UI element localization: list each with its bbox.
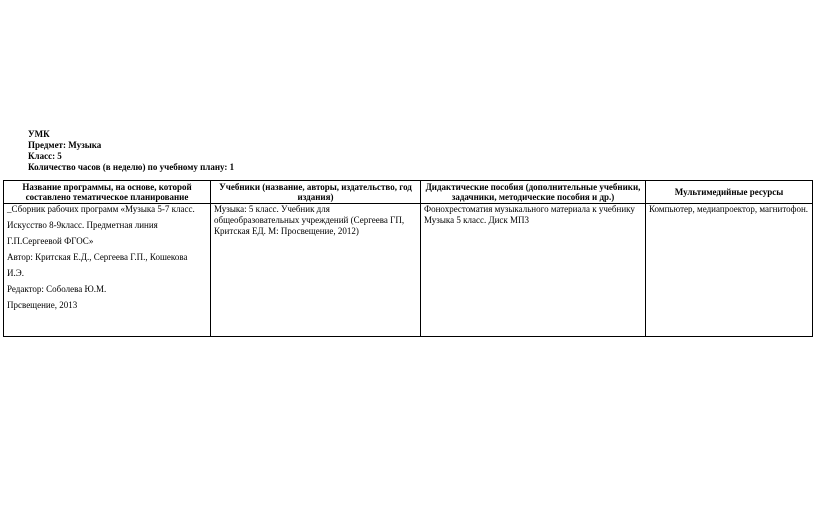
table-row [4, 204, 813, 337]
umk-title: УМК [28, 129, 50, 139]
program-line: И.Э. [7, 268, 24, 278]
umk-header [28, 129, 234, 173]
program-line: Прсвещение, 2013 [7, 300, 78, 310]
cell-didactic: Фонохрестоматия музыкального материала к учебнику Музыка 5 класс. Диск МП3 [421, 204, 646, 337]
hours-line: Количество часов (в неделю) по учебному плану: 1 [28, 162, 235, 172]
header-didactic: Дидактические пособия (дополнительные учебники, задачники, методические пособия и др.) [421, 181, 646, 204]
header-textbooks: Учебники (название, авторы, издательство, год издания) [211, 181, 421, 204]
cell-textbooks: Музыка: 5 класс. Учебник для общеобразовательных учреждений (Сергеева ГП, Критская ЕД. М: Просвещение, 2012) [211, 204, 421, 337]
program-line: Редактор: Соболева Ю.М. [7, 284, 107, 294]
cell-multimedia: Компьютер, медиапроектор, магнитофон. [646, 204, 813, 337]
program-line: Автор: Критская Е.Д., Сергеева Г.П., Кошекова [7, 252, 188, 262]
table-header-row [4, 181, 813, 204]
program-line: _Сборник рабочих программ «Музыка 5-7 класс. [7, 204, 195, 214]
umk-table [3, 180, 813, 337]
header-program: Название программы, на основе, которой составлено тематическое планирование [4, 181, 211, 204]
grade-line: Класс: 5 [28, 151, 62, 161]
subject-line: Предмет: Музыка [28, 140, 102, 150]
program-line: Искусство 8-9класс. Предметная линия [7, 220, 158, 230]
program-line: Г.П.Сергеевой ФГОС» [7, 236, 94, 246]
cell-program [4, 204, 211, 337]
header-multimedia: Мультимедийные ресурсы [646, 181, 813, 204]
